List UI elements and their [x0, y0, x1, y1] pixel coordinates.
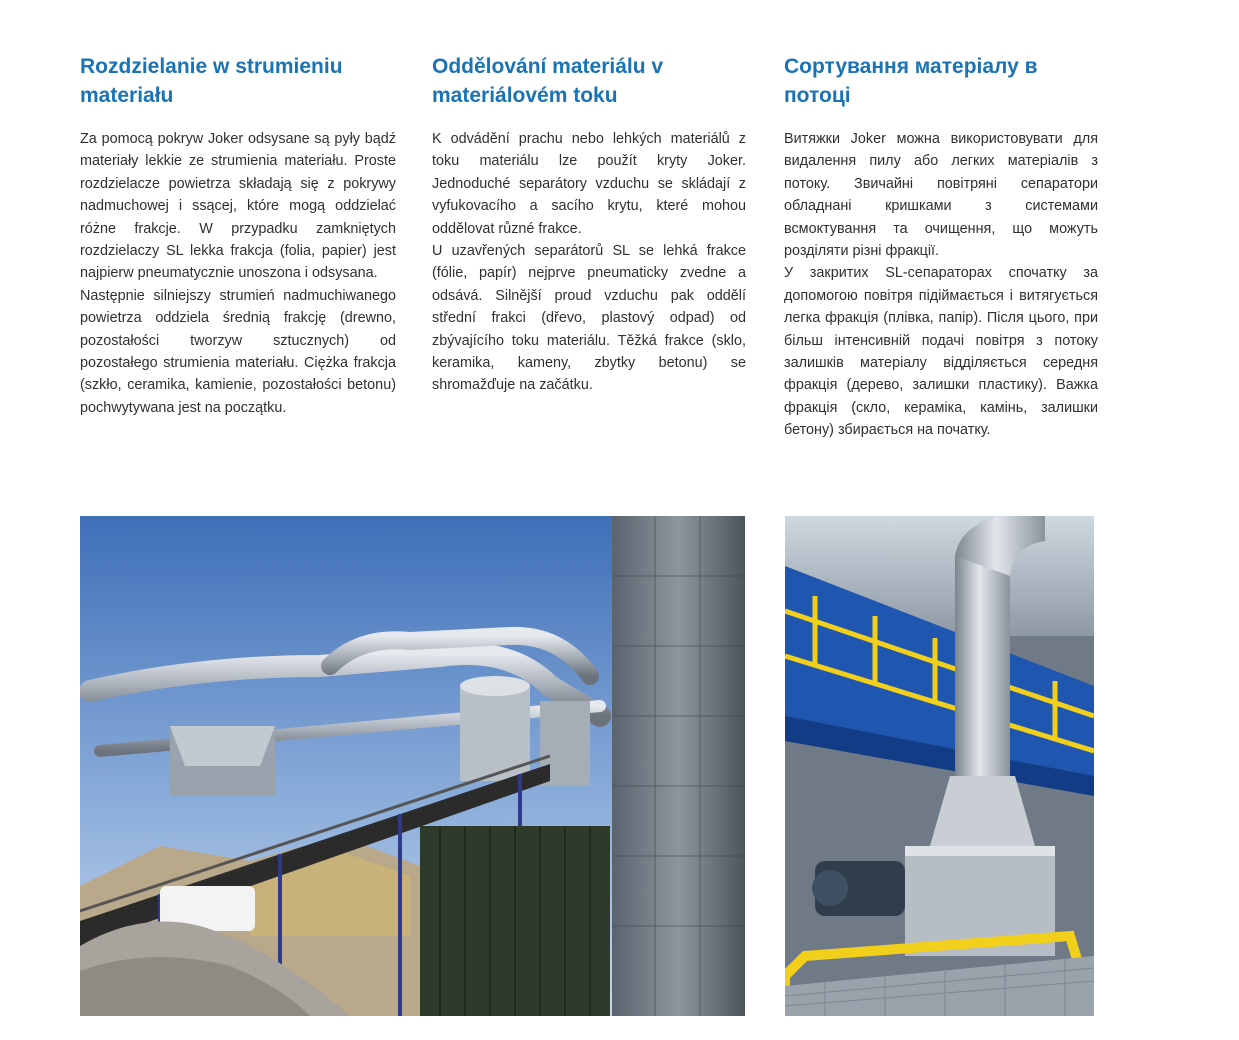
- paragraph: У закритих SL-сепараторах спочатку за допомогою повітря підіймається і витягується легка фракція (плівка, папір). Після цього, при більш інтенсивній подачі повітря з потоку залишків матеріалу відділяється середня фракція (дерево, залишки пластику). Важка фракція (скло, кераміка, камінь, залишки бетону) збирається на початку.: [784, 265, 1098, 439]
- paragraph: Витяжки Joker можна використовувати для видалення пилу або легких матеріалів з потоку. Звичайні повітряні сепаратори обладнані кришками з системами всмоктування та очищення, що можуть розділяти різні фракції.: [784, 131, 1098, 260]
- photo-indoor-air-separator: [785, 516, 1094, 1016]
- paragraph: Następnie silniejszy strumień nadmuchiwanego powietrza oddziela średnią frakcję (drewno, pozostałości tworzyw sztucznych) od pozostałego strumienia materiału. Ciężka frakcja (szkło, ceramika, kamienie, pozostałości betonu) pochwytywana jest na początku.: [80, 287, 396, 416]
- column-czech: [432, 52, 746, 397]
- indoor-separator-illustration: [785, 516, 1094, 1016]
- column-ukrainian: [784, 52, 1098, 442]
- paragraph: U uzavřených separátorů SL se lehká frakce (fólie, papír) nejprve pneumaticky zvedne a odsává. Silnější proud vzduchu pak oddělí střední frakci (dřevo, plastový odpad) od zbývajícího toku materiálu. Těžká frakce (sklo, keramika, kameny, zbytky betonu) se shromažďuje na začátku.: [432, 243, 746, 394]
- heading-ukrainian: Сортування матеріалу в потоці: [784, 55, 1038, 107]
- paragraph: K odvádění prachu nebo lehkých materiálů z toku materiálu lze použít kryty Joker. Jednoduché separátory vzduchu se skládají z vyfukovacího a sacího krytu, které mohou oddělovat různé frakce.: [432, 131, 746, 237]
- outdoor-plant-illustration: [80, 516, 745, 1016]
- heading-polish: Rozdzielanie w strumieniu materiału: [80, 55, 343, 107]
- body-polish: [80, 110, 396, 419]
- column-polish: [80, 52, 396, 419]
- body-ukrainian: [784, 110, 1098, 442]
- paragraph: Za pomocą pokryw Joker odsysane są pyły bądź materiały lekkie ze strumienia materiału. Proste rozdzielacze powietrza składają się z pokrywy nadmuchowej i ssącej, które mogą oddzielać różne frakcje. W przypadku zamkniętych rozdzielaczy SL lekka frakcja (folia, papier) jest najpierw pneumatycznie unoszona i odsysana.: [80, 131, 396, 282]
- body-czech: [432, 110, 746, 397]
- photo-outdoor-separator-plant: [80, 516, 745, 1016]
- heading-czech: Oddělování materiálu v materiálovém toku: [432, 55, 664, 107]
